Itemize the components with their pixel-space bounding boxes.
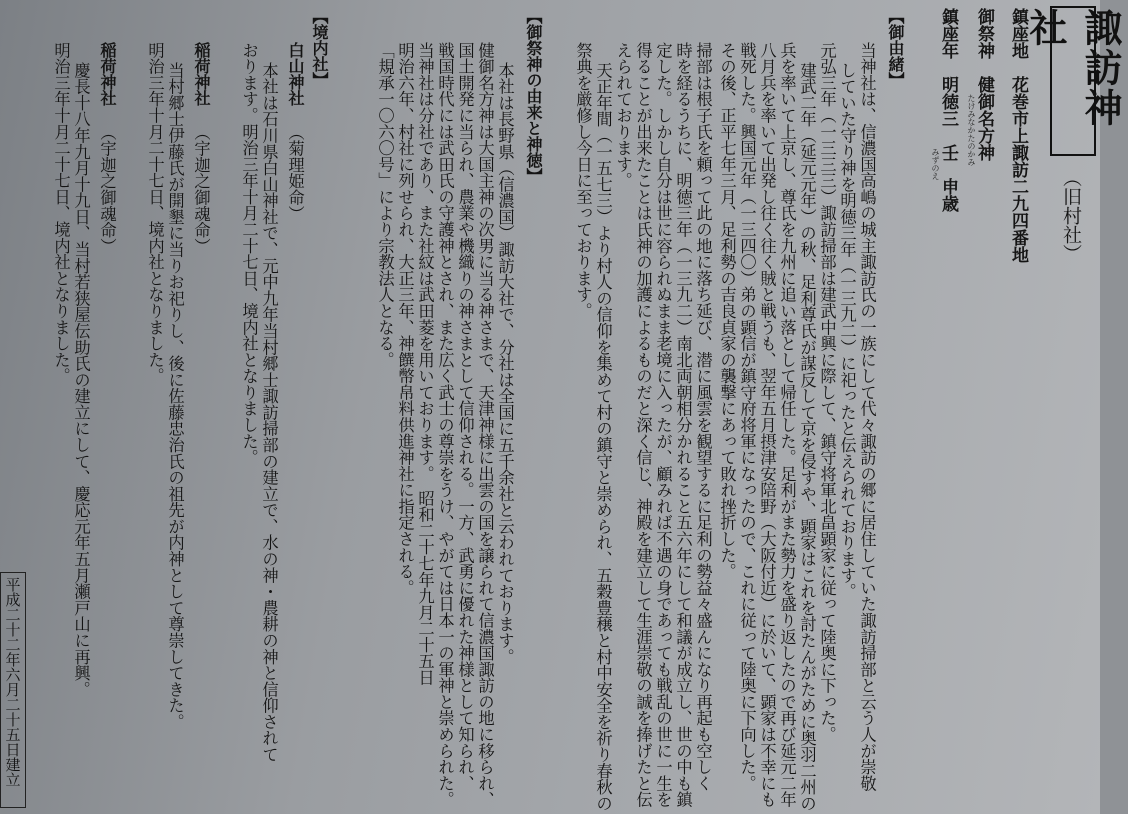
yuisho-line-10: 時を経るうちに、明徳三年（一三九二）南北両朝相分かれること五六年にして和議が成立し、世の中も鎮 [673,42,693,808]
shrine-3-line-1: 慶長十八年九月十九日、当村若狭屋伝助氏の建立にして、慶応元年五月瀬戸山に再興。 [71,62,91,698]
shrine-1-line-2: おります。明治三年十月二十七日、境内社となりました。 [239,42,259,466]
yuisho-line-7: 戦死した。興国元年（一三四〇）弟の顕信が鎮守府将軍になったので、これに従って陸奥に下向した。 [737,42,757,792]
info-year: 鎮座年 明徳三 壬 申歳 [938,8,958,212]
info-deity-reading: たけみなかたのかみ [967,94,976,166]
shrine-3-name: 稲荷神社 [98,42,117,106]
info-location: 鎮座地 花巻市上諏訪二九四番地 [1008,8,1028,263]
yuisho-line-15: 祭典を厳修し今日に至っております。 [573,42,593,319]
yuisho-line-6: 八月兵を率いて出発し往く往く賊と戦うも、翌年五月摂津安陪野（大阪付近）に於いて、顕家は不幸にも [757,42,777,808]
yuisho-line-9: 掃部は根子氏を頼って此の地に落ち延び、潜に風雲を観望するに足利の勢益々盛んになり再起も空しく [693,42,713,792]
goshinsai-line-4: 戦国時代には武田氏の守護神とされ、また広く武士の尊崇をうけ、やがては日本一の軍神と崇められた。 [435,42,455,808]
section-goshinsai-heading: 【御祭神の由来と神徳】 [524,8,543,184]
shrine-1-deity: （菊理姫命） [285,124,305,222]
yuisho-line-12: 得ることが出来たことは氏神の加護によるものだと深く信じ、神殿を建立して生涯崇敬の誠を捧げたと伝 [633,42,653,808]
yuisho-line-5: 兵を率いて上京し、尊氏を九州に追い落として帰任した。足利がまた勢力を盛り返したので再び延元二年 [777,42,797,808]
goshinsai-line-6: 明治六年、村社に列せられ、大正三年、神饌幣帛料供進神社に指定される。 [395,42,415,596]
shrine-1-name: 白山神社 [286,42,305,106]
info-deity: 御祭神 健御名方神 [974,8,994,161]
shrine-title-box [1023,6,1123,156]
yuisho-line-3: 元弘三年（一三三三）諏訪掃部は建武中興に際して、鎮守将軍北畠顕家に従って陸奥に下った。 [817,42,837,743]
yuisho-line-1: 当神社は、信濃国高嶋の城主諏訪氏の一族にして代々諏訪の郷に居住していた諏訪掃部と云う人が崇敬 [857,42,877,792]
yuisho-line-4: 建武二年（延元元年）の秋、足利尊氏が謀反して京を侵すや、顕家はこれを討たんがために奥羽二州の [797,62,817,812]
shrine-2-name: 稲荷神社 [192,42,211,106]
yuisho-line-14: 天正年間（一五七三）より村人の信仰を集めて村の鎮守と崇められ、五穀豊穣と村中安全を祈り春秋の [593,62,613,812]
shrine-1-line-1: 本社は石川県白山神社で、元中九年当村郷士諏訪掃部の建立で、水の神・農耕の神と信仰されて [259,62,279,763]
yuisho-line-8: その後、正平七年三月、足利勢の吉良貞家の襲撃にあって敗れ挫折した。 [717,42,737,580]
section-yuisho-heading: 【御由緒】 [886,8,905,88]
yuisho-line-13: えられております。 [613,42,633,189]
shrine-2-line-2: 明治三年十月二十七日、境内社となりました。 [145,42,165,385]
shrine-2-line-1: 当村郷士伊藤氏が開墾に当りお祀りし、後に佐藤忠治氏の祖先が内神として尊崇してきた。 [165,62,185,730]
shrine-3-line-2: 明治三年十月二十七日、境内社となりました。 [51,42,71,385]
section-keidaisha-heading: 【境内社】 [310,8,329,88]
shrine-title: 諏訪神社 [1023,8,1123,128]
goshinsai-line-2: 健御名方神は大国主神の次男に当る神さまで、天津神様に出雲の国を譲られて信濃国諏訪の地に移られ、 [475,42,495,808]
goshinsai-line-7: 「規承一〇六〇号」により宗教法人となる。 [375,42,395,368]
goshinsai-line-5: 当神社は分社であり、また社紋は武田菱を用いております。 昭和二十七年九月二十五日 [415,42,435,686]
yuisho-line-11: 定した。しかし自分は世に容られぬまま老境に入ったが、顧みれば不遇の身であっても戦乱の世に一生を [653,42,673,808]
goshinsai-line-3: 国土開発に当られ、農業や機織りの神さまとして信仰される。一方、武勇に優れた神様として知られ、 [455,42,475,792]
goshinsai-line-1: 本社は長野県（信濃国）諏訪大社で、分社は全国に五千余社と云われております。 [495,62,515,665]
info-year-reading: みずのえ [931,148,940,180]
shrine-2-deity: （宇迦之御魂命） [191,124,211,255]
shrine-subtitle: （旧村社） [1060,168,1082,263]
footer-date: 平成二十二年六月二十五日建立 [3,577,22,787]
footer-date-box [0,572,26,808]
shrine-3-deity: （宇迦之御魂命） [97,124,117,255]
yuisho-line-2: していた守り神を明徳三年（一三九二）に祀ったと伝えられております。 [837,62,857,600]
